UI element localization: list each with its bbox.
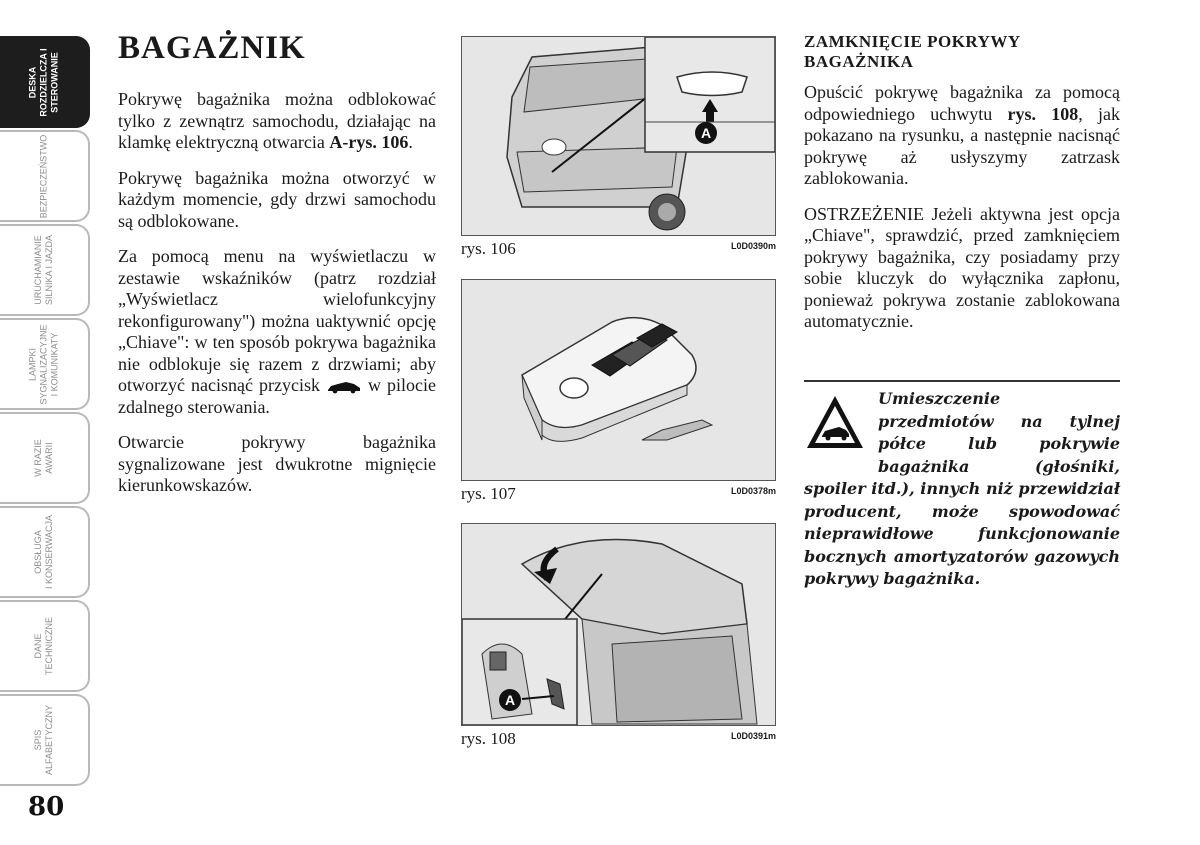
paragraph-signal: Otwarcie pokrywy bagażnika sygnalizowane jest dwukrotne mignięcie kierunkowskazów. [118, 432, 436, 495]
remote-key-illustration [462, 280, 775, 480]
marker-a-icon [694, 121, 718, 145]
caption-rys-107: rys. 107 L0D0378m [461, 484, 776, 503]
tab-deska-rozdzielcza[interactable] [0, 36, 90, 128]
paragraph-warning-note: OSTRZEŻENIE Jeżeli aktywna jest opcja „Chiave", sprawdzić, przed zamknięciem pokrywy bagażnika, czy posiadamy przy sobie kluczyk do wyłącznika zapłonu, ponieważ pokrywa zostanie zablokowana automatycznie. [804, 203, 1120, 331]
tab-w-razie-awarii[interactable] [0, 412, 90, 504]
paragraph-open: Pokrywę bagażnika można otworzyć w każdym momencie, gdy drzwi samochodu są odblokowane. [118, 167, 436, 231]
tab-lampki[interactable] [0, 318, 90, 410]
tab-label: DESKA ROZDZIELCZA I STEROWANIE [27, 47, 60, 117]
tab-label: LAMPKI SYGNALIZACYJNE I KOMUNIKATY [27, 323, 60, 405]
section-heading: ZAMKNIĘCIE POKRYWY BAGAŻNIKA [804, 32, 1021, 71]
tab-label: OBSŁUGA I KONSERWACJA [33, 515, 54, 590]
figure-rys-107 [461, 279, 776, 481]
page-number: 80 [28, 792, 65, 822]
warning-text: Umieszczenie przedmiotów na tylnej półce lub pokrywie bagażnika (głośniki, spoiler itd.), innych niż przewidział producent, może spowodować nieprawidłowe funkcjonowanie bocznych amortyzatorów gazowych pokrywy bagażnika. [804, 389, 1120, 588]
main-text-column [118, 30, 436, 511]
figure-code: L0D0390m [730, 241, 776, 251]
svg-text:A: A [700, 125, 712, 141]
marker-a-icon [498, 688, 522, 712]
paragraph-unlock: Pokrywę bagażnika można odblokować tylko z zewnątrz samochodu, działając na klamkę elektryczną otwarcia A-rys. 106. [118, 89, 436, 152]
tab-bezpieczenstwo[interactable] [0, 130, 90, 222]
caption-rys-108: rys. 108 L0D0391m [461, 729, 776, 748]
caption-rys-106: rys. 106 L0D0390m [461, 239, 776, 258]
tab-label: URUCHAMIANIE SILNIKA I JAZDA [33, 234, 54, 306]
car-rear-illustration [462, 37, 775, 235]
paragraph-menu: Za pomocą menu na wyświetlaczu w zestawie wskaźników (patrz rozdział „Wyświetlacz wielofunkcyjny rekonfigurowany") można uaktywnić opcję „Chiave": w ten sposób pokrywa bagażnika nie odblokuje się razem z drzwiami; aby otworzyć nacisnąć przycisk w pilocie zdalnego sterowania. [118, 246, 437, 417]
page-title: BAGAŻNIK [118, 30, 306, 66]
figure-reference: A-rys. 106 [329, 132, 409, 152]
tab-label: SPIS ALFABETYCZNY [33, 704, 54, 776]
paragraph-close: Opuścić pokrywę bagażnika za pomocą odpowiedniego uchwytu rys. 108, jak pokazano na rysunku, a następnie nacisnąć pokrywę aż usłyszymy zatrzask zablokowania. [804, 82, 1120, 188]
tab-spis-alfabetyczny[interactable] [0, 694, 90, 786]
tab-label: W RAZIE AWARII [33, 439, 54, 477]
svg-text:A: A [504, 692, 516, 708]
figure-rys-108 [461, 523, 776, 726]
figure-code: L0D0378m [730, 486, 776, 496]
figure-reference: rys. 108 [1007, 103, 1079, 124]
tab-uruchamianie[interactable] [0, 224, 90, 316]
warning-box [804, 380, 1120, 591]
right-text-column [804, 32, 1120, 347]
figure-rys-106 [461, 36, 776, 236]
warning-triangle-car-icon [804, 392, 866, 454]
tab-dane-techniczne[interactable] [0, 600, 90, 692]
tab-label: BEZPIECZEŃSTWO [38, 134, 49, 218]
trunk-button-icon [326, 380, 362, 394]
tab-obsluga[interactable] [0, 506, 90, 598]
tab-label: DANE TECHNICZNE [33, 617, 54, 675]
figure-code: L0D0391m [730, 731, 776, 741]
